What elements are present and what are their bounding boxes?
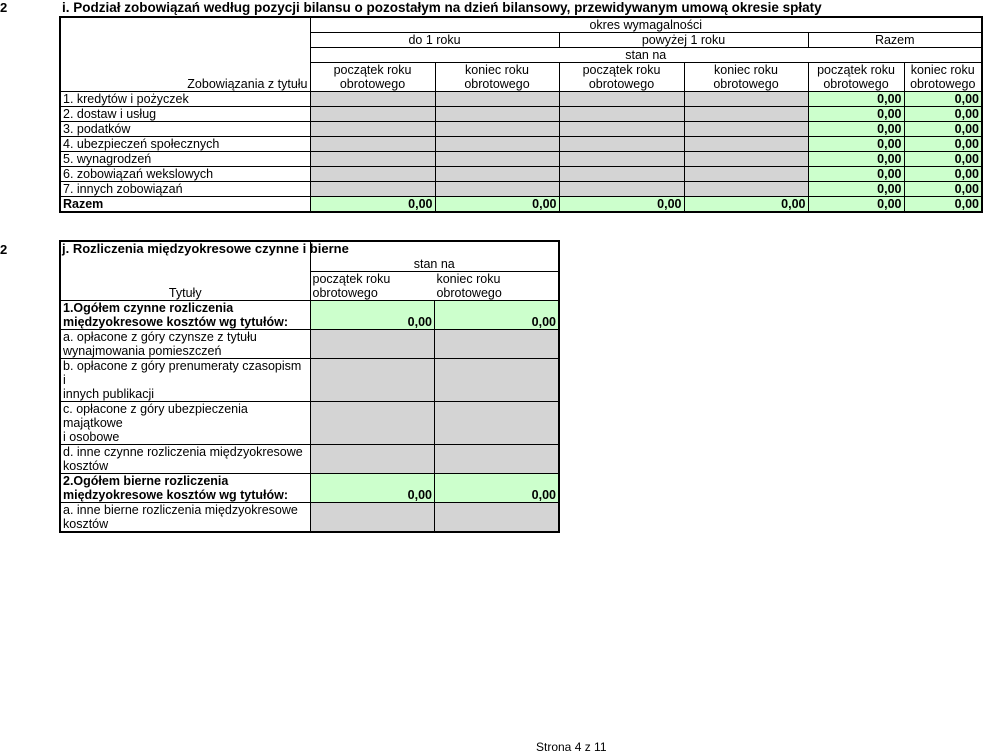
razem-koniec: 0,00 [904, 137, 982, 152]
row-label: 7. innych zobowiązań [60, 182, 310, 197]
empty-cell [559, 152, 684, 167]
empty-cell [435, 182, 559, 197]
header-obrotowego: obrotowego [808, 77, 904, 92]
empty-cell [435, 122, 559, 137]
total-bierne-label: 2.Ogółem bierne rozliczenia międzyokresowe kosztów wg tytułów: [60, 474, 310, 503]
razem-poczatek: 0,00 [808, 122, 904, 137]
empty-cell [435, 152, 559, 167]
razem-poczatek: 0,00 [808, 152, 904, 167]
empty-cell [310, 137, 435, 152]
total-value: 0,00 [435, 197, 559, 213]
total-bierne-poczatek: 0,00 [310, 474, 434, 503]
page-number: Strona 4 z 11 [536, 740, 607, 754]
item-label: d. inne czynne rozliczenia międzyokresowe kosztów [60, 445, 310, 474]
section-number: 2 [0, 0, 8, 15]
row-label: 3. podatków [60, 122, 310, 137]
total-czynne-label: 1.Ogółem czynne rozliczenia międzyokresowe kosztów wg tytułów: [60, 301, 310, 330]
table-row [60, 107, 982, 122]
header-koniec: koniec roku [435, 63, 559, 78]
liabilities-table [59, 16, 983, 213]
header-koniec: koniec roku [910, 62, 975, 77]
total-value: 0,00 [559, 197, 684, 213]
razem-poczatek: 0,00 [808, 137, 904, 152]
empty-cell [559, 122, 684, 137]
razem-poczatek: 0,00 [808, 92, 904, 107]
item-label: b. opłacone z góry prenumeraty czasopism i innych publikacji [60, 359, 310, 402]
row-label: 1. kredytów i pożyczek [60, 92, 310, 107]
empty-cell [684, 137, 808, 152]
header-poczatek: początek roku [312, 271, 391, 286]
header-poczatek: początek roku [559, 63, 684, 78]
total-czynne-poczatek: 0,00 [310, 301, 434, 330]
empty-cell [684, 152, 808, 167]
header-obrotowego: obrotowego [684, 77, 808, 92]
razem-koniec: 0,00 [904, 122, 982, 137]
empty-cell [684, 122, 808, 137]
empty-cell [435, 92, 559, 107]
header-okres: okres wymagalności [310, 17, 982, 33]
razem-koniec: 0,00 [904, 182, 982, 197]
total-label: Razem [60, 197, 310, 213]
total-value: 0,00 [684, 197, 808, 213]
empty-cell [684, 107, 808, 122]
total-bierne-koniec: 0,00 [434, 474, 559, 503]
empty-cell [684, 182, 808, 197]
empty-cell [435, 107, 559, 122]
empty-cell [310, 152, 435, 167]
table-row [60, 182, 982, 197]
empty-cell [684, 167, 808, 182]
header-koniec: koniec roku [684, 63, 808, 78]
header-obrotowego: obrotowego [434, 286, 559, 301]
razem-koniec: 0,00 [904, 92, 982, 107]
header-stan-na: stan na [310, 48, 982, 63]
header-obrotowego: obrotowego [559, 77, 684, 92]
total-czynne-koniec: 0,00 [434, 301, 559, 330]
empty-cell [310, 107, 435, 122]
row-label: 2. dostaw i usług [60, 107, 310, 122]
header-poczatek: początek roku [808, 63, 904, 78]
table-row [60, 152, 982, 167]
accruals-table [59, 240, 560, 533]
empty-cell [310, 92, 435, 107]
empty-cell [684, 92, 808, 107]
empty-cell [435, 167, 559, 182]
row-label: 5. wynagrodzeń [60, 152, 310, 167]
empty-cell [310, 182, 435, 197]
table-row [60, 122, 982, 137]
header-do1: do 1 roku [310, 33, 559, 48]
empty-cell [559, 137, 684, 152]
empty-cell [310, 122, 435, 137]
header-obrotowego: obrotowego [310, 77, 435, 92]
empty-cell [310, 167, 435, 182]
total-value: 0,00 [904, 197, 982, 213]
header-obrotowego: obrotowego [904, 77, 982, 92]
empty-cell [559, 107, 684, 122]
section-title: j. Rozliczenia międzyokresowe czynne i bierne [62, 241, 349, 256]
item-label: c. opłacone z góry ubezpieczenia majątkowe i osobowe [60, 402, 310, 445]
razem-poczatek: 0,00 [808, 167, 904, 182]
empty-cell [559, 92, 684, 107]
razem-koniec: 0,00 [904, 152, 982, 167]
empty-cell [559, 167, 684, 182]
header-stan-na: stan na [310, 257, 559, 272]
table-row [60, 167, 982, 182]
empty-cell [559, 182, 684, 197]
item-label: a. opłacone z góry czynsze z tytułu wynajmowania pomieszczeń [60, 330, 310, 359]
header-razem: Razem [808, 33, 982, 48]
total-value: 0,00 [310, 197, 435, 213]
header-obrotowego: obrotowego [310, 286, 434, 301]
section-title: i. Podział zobowiązań według pozycji bilansu o pozostałym na dzień bilansowy, przewidywanym umową okresie spłaty [62, 0, 822, 15]
header-pow1: powyżej 1 roku [559, 33, 808, 48]
section-number: 2 [0, 242, 8, 257]
column-label: Zobowiązania z tytułu [60, 77, 310, 92]
total-value: 0,00 [808, 197, 904, 213]
razem-poczatek: 0,00 [808, 182, 904, 197]
razem-koniec: 0,00 [904, 107, 982, 122]
header-poczatek: początek roku [310, 63, 435, 78]
column-label: Tytuły [60, 286, 310, 301]
row-label: 4. ubezpieczeń społecznych [60, 137, 310, 152]
item-label: a. inne bierne rozliczenia międzyokresowe kosztów [60, 503, 310, 533]
table-row [60, 92, 982, 107]
razem-koniec: 0,00 [904, 167, 982, 182]
razem-poczatek: 0,00 [808, 107, 904, 122]
row-label: 6. zobowiązań wekslowych [60, 167, 310, 182]
empty-cell [435, 137, 559, 152]
table-row [60, 137, 982, 152]
header-obrotowego: obrotowego [435, 77, 559, 92]
header-koniec: koniec roku [436, 271, 501, 286]
